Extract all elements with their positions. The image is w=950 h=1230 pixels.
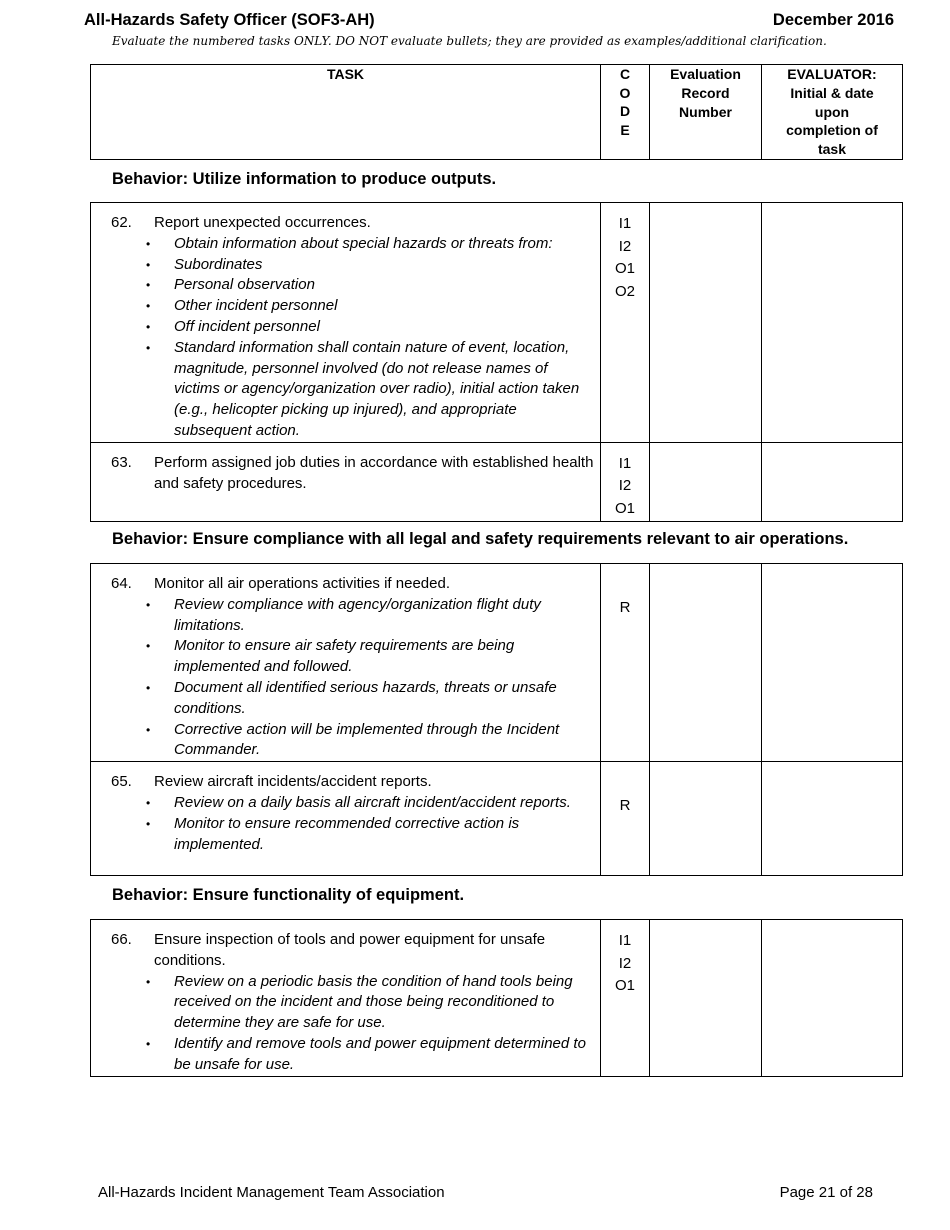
evaluation-record-cell[interactable] [650, 442, 762, 521]
task-cell [91, 442, 601, 521]
task-text: Monitor all air operations activities if needed. [154, 575, 450, 592]
task-bullet: • Monitor to ensure air safety requirements are being implemented and followed. [174, 636, 594, 678]
evaluator-initials-cell[interactable] [762, 203, 903, 443]
task-cell [91, 762, 601, 876]
document-title: All-Hazards Safety Officer (SOF3-AH) [84, 11, 375, 29]
evaluation-record-cell[interactable] [650, 920, 762, 1077]
task-table-section [90, 202, 903, 522]
task-text: Perform assigned job duties in accordance with established health and safety procedures. [154, 453, 594, 492]
task-cell [91, 920, 601, 1077]
footer-organization: All-Hazards Incident Management Team Association [98, 1184, 445, 1201]
task-bullet: • Review compliance with agency/organization flight duty limitations. [174, 595, 594, 637]
task-cell [91, 203, 601, 443]
code-cell: I1 I2 O1 [601, 920, 650, 1077]
task-column-header: TASK [91, 65, 601, 160]
table-row [91, 564, 903, 762]
table-row [91, 762, 903, 876]
task-bullet: • Subordinates [174, 255, 594, 276]
task-table-section [90, 563, 903, 876]
task-text: Ensure inspection of tools and power equipment for unsafe conditions. [154, 931, 546, 969]
footer-page-number: Page 21 of 28 [779, 1184, 873, 1201]
task-bullet: • Document all identified serious hazards, threats or unsafe conditions. [174, 678, 594, 720]
evaluator-column-header: EVALUATOR: Initial & date upon completion of task [762, 65, 903, 160]
task-number: 62. [111, 214, 132, 231]
task-bullet: • Monitor to ensure recommended corrective action is implemented. [174, 814, 594, 856]
code-cell: I1 I2 O1 [601, 442, 650, 521]
task-text: Review aircraft incidents/accident reports. [154, 773, 432, 791]
evaluation-record-cell[interactable] [650, 203, 762, 443]
evaluator-initials-cell[interactable] [762, 564, 903, 762]
code-cell: R [601, 564, 650, 762]
task-number: 64. [111, 575, 132, 592]
evaluation-instruction: Evaluate the numbered tasks ONLY. DO NOT evaluate bullets; they are provided as examples/additional clarification. [112, 34, 827, 48]
evaluator-initials-cell[interactable] [762, 920, 903, 1077]
task-bullet: • Review on a daily basis all aircraft incident/accident reports. [174, 793, 594, 814]
task-bullet: • Off incident personnel [174, 317, 594, 338]
evaluation-record-cell[interactable] [650, 762, 762, 876]
evaluator-initials-cell[interactable] [762, 762, 903, 876]
task-number: 65. [111, 773, 132, 791]
task-bullet: • Corrective action will be implemented through the Incident Commander. [174, 720, 594, 762]
task-number: 66. [111, 931, 132, 948]
task-bullet: • Obtain information about special hazards or threats from: [174, 234, 594, 255]
task-table-header [90, 64, 903, 160]
code-column-header: C O D E [601, 65, 650, 160]
task-bullet: • Identify and remove tools and power equipment determined to be unsafe for use. [174, 1034, 594, 1076]
document-date: December 2016 [772, 11, 894, 29]
table-row [91, 203, 903, 443]
task-number: 63. [111, 453, 132, 471]
evaluation-record-cell[interactable] [650, 564, 762, 762]
code-cell: R [601, 762, 650, 876]
behavior-heading: Behavior: Utilize information to produce outputs. [112, 170, 497, 188]
behavior-heading: Behavior: Ensure compliance with all legal and safety requirements relevant to air operations. [112, 530, 849, 548]
task-bullet: • Standard information shall contain nature of event, location, magnitude, personnel involved (do not release names of victims or agency/organization over radio), initial action taken (e.g., helicopter picking up injured), and appropriate subsequent action. [174, 338, 594, 442]
evaluation-record-column-header: Evaluation Record Number [650, 65, 762, 160]
task-bullet: • Personal observation [174, 275, 594, 296]
task-bullet: • Review on a periodic basis the condition of hand tools being received on the incident and those being reconditioned to determine they are safe for use. [174, 972, 594, 1034]
evaluator-initials-cell[interactable] [762, 442, 903, 521]
task-bullet: • Other incident personnel [174, 296, 594, 317]
behavior-heading: Behavior: Ensure functionality of equipment. [112, 886, 465, 904]
task-table-section [90, 919, 903, 1077]
task-cell [91, 564, 601, 762]
table-row [91, 920, 903, 1077]
code-cell: I1 I2 O1 O2 [601, 203, 650, 443]
table-row [91, 442, 903, 521]
task-text: Report unexpected occurrences. [154, 214, 371, 231]
